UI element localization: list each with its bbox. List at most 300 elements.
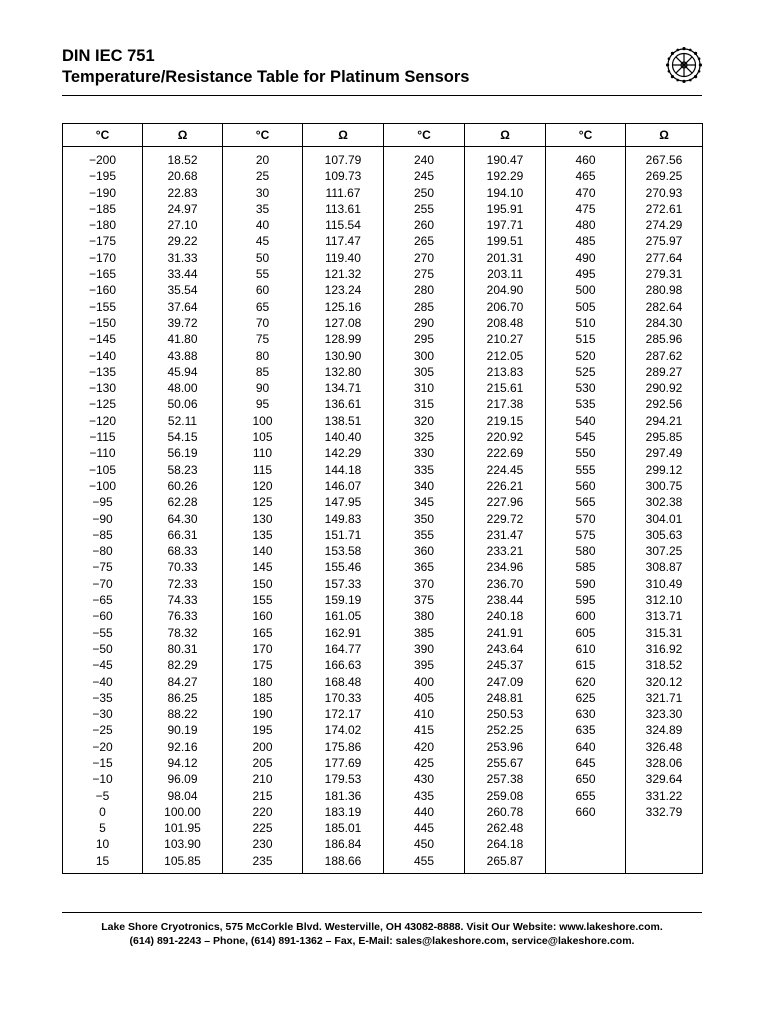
celsius-value: 620 [575,674,596,689]
ohm-value: 257.38 [486,772,524,787]
celsius-value: −170 [88,250,117,265]
celsius-value: 595 [575,593,596,608]
ohm-value: 157.33 [324,576,362,591]
ohm-column [143,147,223,874]
celsius-value: 605 [575,625,596,640]
celsius-value: 180 [252,674,273,689]
ohm-value: 324.89 [645,723,683,738]
celsius-header: °C [63,124,143,147]
celsius-value: 515 [575,332,596,347]
celsius-value: 520 [575,348,596,363]
ohm-value: 134.71 [324,381,362,396]
celsius-value: 570 [575,511,596,526]
celsius-value: 540 [575,413,596,428]
celsius-value: 360 [413,544,435,559]
celsius-value: 355 [413,527,435,542]
ohm-column [303,147,384,874]
celsius-value: −40 [92,674,113,689]
celsius-value: 545 [575,430,596,445]
celsius-value: 50 [255,250,270,265]
ohm-value: 84.27 [167,674,198,689]
ohm-value: 170.33 [324,690,362,705]
ohm-value: 174.02 [324,723,362,738]
ohm-value: 248.81 [486,690,524,705]
celsius-value: 175 [252,658,273,673]
celsius-value: −175 [88,234,117,249]
ohm-value: 35.54 [167,283,198,298]
celsius-value: 335 [413,462,435,477]
lakeshore-logo-icon [665,46,703,84]
celsius-value: 440 [413,804,435,819]
ohm-value: 265.87 [486,853,524,868]
ohm-value: 119.40 [325,250,361,265]
ohm-value: 96.09 [167,772,198,787]
ohm-value: 277.64 [645,250,683,265]
ohm-value: 41.80 [167,332,198,347]
footer-address: Lake Shore Cryotronics, 575 McCorkle Blvd. Westerville, OH 43082-8888. Visit Our Website: www.lakeshore.com. [101,921,663,933]
ohm-value: 105.85 [164,853,201,868]
ohm-value: 188.66 [324,853,362,868]
celsius-value: −10 [92,772,113,787]
ohm-value: 285.96 [645,332,683,347]
ohm-column [626,147,703,874]
ohm-value: 82.29 [167,658,198,673]
celsius-value: 255 [413,201,435,216]
ohm-value: 224.45 [486,462,524,477]
celsius-value: 560 [575,478,596,493]
ohm-value: 247.09 [486,674,524,689]
temperature-resistance-table-wrap [62,123,703,874]
celsius-value: 45 [255,234,270,249]
celsius-value: −200 [88,153,117,167]
ohm-header: Ω [143,124,223,147]
celsius-value: 365 [413,560,435,575]
celsius-value: 105 [252,430,273,445]
celsius-value: 10 [95,837,110,852]
ohm-value: 24.97 [167,201,198,216]
ohm-value: 313.71 [645,609,683,624]
celsius-column [384,147,465,874]
ohm-value: 103.90 [164,837,201,852]
celsius-value: 510 [575,315,596,330]
celsius-value: 535 [575,397,596,412]
celsius-value: 265 [413,234,435,249]
celsius-value: 140 [252,544,273,559]
celsius-value: 240 [413,153,435,167]
ohm-value: 186.84 [324,837,362,852]
ohm-value: 231.47 [486,527,524,542]
table-body-row [63,147,703,874]
ohm-value: 111.67 [325,185,361,200]
ohm-value: 78.32 [167,625,198,640]
celsius-value: 110 [252,446,273,461]
ohm-value: 262.48 [486,821,524,836]
celsius-value: 165 [252,625,273,640]
celsius-value: 635 [575,723,596,738]
ohm-value: 233.21 [486,544,524,559]
celsius-value: 80 [255,348,270,363]
celsius-value: 130 [252,511,273,526]
celsius-value: −130 [88,381,117,396]
celsius-value: 85 [255,364,270,379]
ohm-value: 52.11 [167,413,198,428]
ohm-value: 177.69 [324,755,362,770]
celsius-column [63,147,143,874]
ohm-value: 305.63 [645,527,683,542]
ohm-value: 332.79 [645,804,683,819]
celsius-value: 470 [575,185,596,200]
celsius-value: 225 [252,821,273,836]
celsius-value: 30 [255,185,270,200]
ohm-value: 320.12 [645,674,683,689]
ohm-value: 280.98 [645,283,683,298]
ohm-value: 328.06 [645,755,683,770]
footer-divider [62,912,702,913]
ohm-value: 153.58 [324,544,362,559]
celsius-value: −75 [92,560,113,575]
ohm-value: 269.25 [645,169,683,184]
celsius-value: 300 [413,348,435,363]
ohm-value: 100.00 [164,804,201,819]
celsius-value: 615 [575,658,596,673]
celsius-value: −195 [88,169,117,184]
celsius-value: 505 [575,299,596,314]
ohm-value: 252.25 [486,723,524,738]
celsius-value: 370 [413,576,435,591]
celsius-value: 475 [575,201,596,216]
celsius-value: 580 [575,544,596,559]
celsius-value: −45 [92,658,113,673]
ohm-value: 229.72 [486,511,524,526]
celsius-value: 640 [575,739,596,754]
ohm-value: 31.33 [167,250,198,265]
celsius-value: 285 [413,299,435,314]
celsius-value: 235 [252,853,273,868]
ohm-value: 222.69 [486,446,524,461]
celsius-value: 135 [252,527,273,542]
celsius-value: 100 [252,413,273,428]
celsius-value: 345 [413,495,435,510]
ohm-value: 181.36 [324,788,362,803]
celsius-value: 490 [575,250,596,265]
celsius-value: −70 [92,576,113,591]
ohm-value: 206.70 [486,299,524,314]
ohm-value: 54.15 [167,430,198,445]
ohm-value: 245.37 [486,658,524,673]
ohm-value: 204.90 [486,283,524,298]
celsius-value: −65 [92,593,113,608]
ohm-value: 326.48 [645,739,683,754]
ohm-value: 203.11 [487,267,523,282]
celsius-value: 425 [413,755,435,770]
celsius-value: 305 [413,364,435,379]
celsius-value: 275 [413,267,435,282]
celsius-value: 0 [99,804,106,819]
temperature-resistance-table [62,123,703,874]
celsius-value: 485 [575,234,596,249]
celsius-value: −30 [92,707,113,722]
celsius-value: −85 [92,527,113,542]
ohm-value: 197.71 [486,218,524,233]
ohm-value: 101.95 [164,821,201,836]
celsius-value: 450 [413,837,435,852]
ohm-value: 213.83 [486,364,524,379]
ohm-value: 27.10 [167,218,198,233]
ohm-value: 136.61 [324,397,362,412]
celsius-value: 395 [413,658,435,673]
celsius-value: 160 [252,609,273,624]
ohm-value: 300.75 [645,478,683,493]
celsius-value: 655 [575,788,596,803]
ohm-value: 70.33 [167,560,198,575]
celsius-column [546,147,626,874]
document-title: DIN IEC 751 [62,47,155,65]
celsius-value: −55 [92,625,113,640]
celsius-header: °C [223,124,303,147]
ohm-value: 234.96 [486,560,524,575]
celsius-value: −110 [89,446,116,461]
celsius-value: 575 [575,527,596,542]
ohm-value: 240.18 [486,609,524,624]
celsius-value: 350 [413,511,435,526]
ohm-header: Ω [303,124,384,147]
ohm-value: 58.23 [167,462,198,477]
ohm-value: 279.31 [645,267,683,282]
ohm-value: 260.78 [486,804,524,819]
ohm-value: 39.72 [167,315,198,330]
ohm-value: 123.24 [324,283,362,298]
celsius-value: 385 [413,625,435,640]
ohm-value: 128.99 [324,332,362,347]
celsius-value: 125 [252,495,273,510]
celsius-value: −180 [88,218,117,233]
ohm-value: 94.12 [167,755,198,770]
table-header-row [63,124,703,147]
ohm-value: 76.33 [167,609,198,624]
celsius-value: −20 [92,739,113,754]
celsius-value: 645 [575,755,596,770]
celsius-value: 405 [413,690,435,705]
ohm-value: 109.73 [324,169,362,184]
ohm-value: 208.48 [486,315,524,330]
ohm-value: 274.29 [645,218,683,233]
celsius-value: −140 [88,348,117,363]
celsius-value: 40 [255,218,270,233]
celsius-value: −135 [88,364,117,379]
ohm-value: 130.90 [324,348,362,363]
ohm-value: 50.06 [167,397,198,412]
ohm-value: 98.04 [167,788,198,803]
ohm-value: 243.64 [486,641,524,656]
celsius-value: 150 [252,576,273,591]
ohm-value: 144.18 [324,462,362,477]
ohm-value: 151.71 [324,527,362,542]
celsius-value: 145 [252,560,273,575]
ohm-value: 275.97 [645,234,683,249]
celsius-value: 65 [255,299,270,314]
ohm-value: 331.22 [645,788,683,803]
celsius-value: 70 [255,315,270,330]
celsius-value: 60 [255,283,270,298]
celsius-value: 215 [252,788,273,803]
celsius-value: 550 [575,446,596,461]
celsius-value: 625 [575,690,596,705]
celsius-value: 185 [252,690,273,705]
celsius-value: 630 [575,707,596,722]
celsius-value: −80 [92,544,113,559]
celsius-value: 5 [99,821,106,836]
ohm-value: 190.47 [486,153,524,167]
ohm-value: 318.52 [645,658,683,673]
ohm-value: 307.25 [645,544,683,559]
celsius-value: 400 [413,674,435,689]
ohm-value: 289.27 [645,364,683,379]
ohm-value: 241.91 [486,625,524,640]
ohm-column [465,147,546,874]
ohm-value: 295.85 [645,430,683,445]
celsius-value: 230 [252,837,273,852]
ohm-value: 107.79 [324,153,362,167]
ohm-value: 138.51 [324,413,362,428]
celsius-value: 610 [575,641,596,656]
ohm-value: 166.63 [324,658,362,673]
footer-contact: (614) 891-2243 – Phone, (614) 891-1362 – Fax, E-Mail: sales@lakeshore.com, service@lakeshore.com. [129,935,635,947]
ohm-value: 117.47 [325,234,361,249]
celsius-value: 245 [413,169,435,184]
celsius-value: −165 [88,267,117,282]
celsius-value: 95 [255,397,270,412]
celsius-value: 590 [575,576,596,591]
celsius-value: 195 [252,723,273,738]
celsius-value: −185 [88,201,117,216]
celsius-value: −15 [92,755,113,770]
document-subtitle: Temperature/Resistance Table for Platinum Sensors [62,68,470,86]
ohm-value: 146.07 [324,478,362,493]
celsius-value: 55 [255,267,270,282]
ohm-value: 175.86 [324,739,362,754]
ohm-value: 115.54 [325,218,361,233]
ohm-value: 299.12 [645,462,683,477]
ohm-value: 308.87 [645,560,683,575]
celsius-value: −160 [88,283,117,298]
celsius-value: −115 [89,430,116,445]
ohm-value: 45.94 [167,364,198,379]
ohm-value: 290.92 [645,381,683,396]
celsius-value: 340 [413,478,435,493]
ohm-value: 195.91 [486,201,524,216]
ohm-value: 329.64 [645,772,683,787]
celsius-value: −125 [88,397,117,412]
celsius-value: −95 [92,495,113,510]
footer [62,920,702,948]
ohm-value: 272.61 [645,201,683,216]
ohm-value: 321.71 [645,690,683,705]
celsius-value: 295 [413,332,435,347]
ohm-value: 132.80 [324,364,362,379]
ohm-value: 88.22 [167,707,198,722]
ohm-value: 323.30 [645,707,683,722]
ohm-value: 37.64 [167,299,198,314]
ohm-value: 284.30 [645,315,683,330]
document-header [62,46,702,88]
celsius-value: 495 [575,267,596,282]
ohm-value: 192.29 [486,169,524,184]
celsius-value: 250 [413,185,435,200]
celsius-value: 310 [413,381,435,396]
ohm-value: 264.18 [486,837,524,852]
ohm-value: 255.67 [486,755,524,770]
celsius-value: −90 [92,511,113,526]
ohm-value: 56.19 [167,446,198,461]
celsius-value: −120 [88,413,117,428]
celsius-value: 155 [252,593,273,608]
celsius-value: 115 [252,462,273,477]
celsius-value: 415 [413,723,435,738]
ohm-value: 215.61 [486,381,524,396]
celsius-value: 420 [413,739,435,754]
ohm-value: 90.19 [167,723,198,738]
celsius-value: 565 [575,495,596,510]
celsius-value: 530 [575,381,596,396]
ohm-value: 199.51 [486,234,524,249]
ohm-value: 210.27 [486,332,524,347]
celsius-value: 460 [575,153,596,167]
ohm-value: 140.40 [324,430,362,445]
ohm-value: 292.56 [645,397,683,412]
ohm-value: 302.38 [645,495,683,510]
ohm-value: 250.53 [486,707,524,722]
celsius-value: 435 [413,788,435,803]
ohm-value: 142.29 [324,446,362,461]
celsius-value: 555 [575,462,596,477]
celsius-value: 390 [413,641,435,656]
ohm-value: 270.93 [645,185,683,200]
celsius-value: 525 [575,364,596,379]
ohm-value: 220.92 [486,430,524,445]
ohm-value: 33.44 [167,267,198,282]
ohm-value: 253.96 [486,739,524,754]
celsius-value: 650 [575,772,596,787]
celsius-value: 585 [575,560,596,575]
ohm-value: 217.38 [486,397,524,412]
ohm-value: 60.26 [167,478,198,493]
ohm-value: 80.31 [167,641,198,656]
ohm-value: 238.44 [486,593,524,608]
celsius-value: 20 [255,153,270,167]
celsius-value: 260 [413,218,435,233]
ohm-value: 227.96 [486,495,524,510]
ohm-value: 212.05 [486,348,524,363]
celsius-value: 325 [413,430,435,445]
ohm-value: 74.33 [167,593,198,608]
ohm-value: 159.19 [324,593,362,608]
celsius-value: 465 [575,169,596,184]
celsius-value: 600 [575,609,596,624]
celsius-value: 280 [413,283,435,298]
ohm-value: 179.53 [324,772,362,787]
ohm-value: 162.91 [324,625,362,640]
celsius-value: 15 [95,853,110,868]
celsius-value: 270 [413,250,435,265]
ohm-value: 310.49 [645,576,683,591]
celsius-value: −100 [88,478,117,493]
celsius-value: 375 [413,593,435,608]
ohm-value: 282.64 [645,299,683,314]
celsius-value: 75 [255,332,270,347]
celsius-value: 480 [575,218,596,233]
ohm-value: 164.77 [324,641,362,656]
celsius-value: 660 [575,804,596,819]
